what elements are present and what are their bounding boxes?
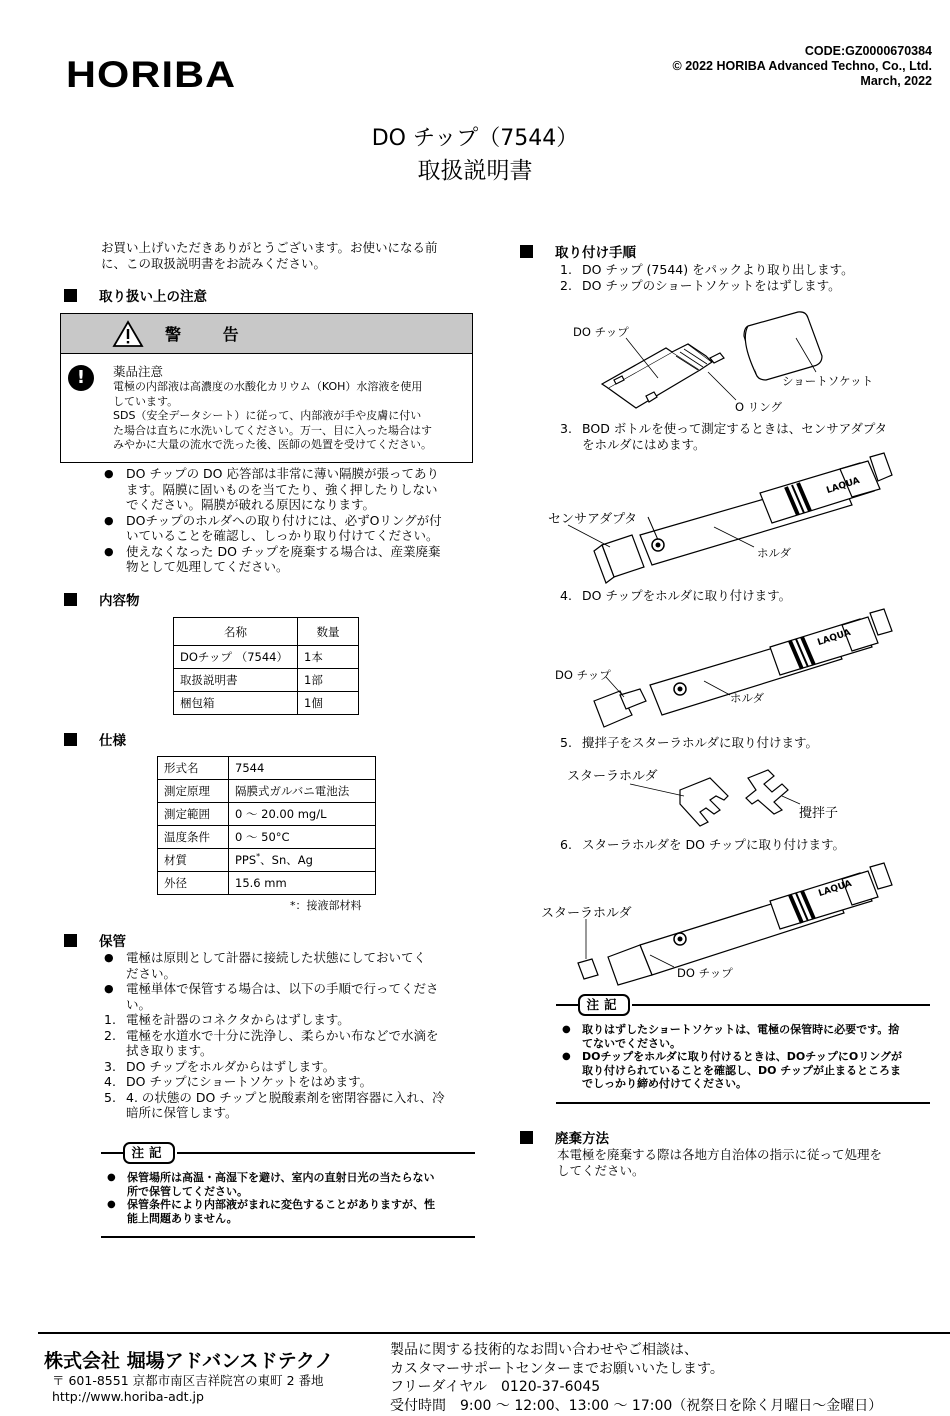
table-row — [174, 692, 359, 715]
storage-list — [104, 950, 476, 1121]
laqua-mark: LAQUA — [816, 627, 853, 649]
list-item — [104, 1012, 476, 1028]
install-step-3 — [560, 421, 940, 452]
warning-header — [61, 314, 472, 354]
material-text: 、Sn、Ag — [260, 853, 313, 867]
step-number: 6. — [560, 837, 572, 852]
line: 本電極を廃棄する際は各地方自治体の指示に従って処理を — [557, 1147, 883, 1162]
line: いていることを確認し、しっかり取り付けてください。 — [126, 528, 439, 543]
table-row — [158, 849, 376, 872]
line: ● 取りはずしたショートソケットは、電極の保管時に必要です。捨 — [582, 1023, 900, 1036]
step-number: 3. — [560, 421, 572, 436]
note-item — [560, 1023, 930, 1050]
line: 電極を水道水で十分に洗浄し、柔らかい布などで水滴を — [126, 1027, 439, 1043]
label-stirrer: 攪拌子 — [799, 806, 839, 821]
table-cell: 取扱説明書 — [174, 669, 298, 692]
table-cell: 隔膜式ガルバニ電池法 — [229, 780, 376, 803]
line: 能上問題ありません。 — [127, 1211, 238, 1225]
section-title: 仕様 — [99, 733, 126, 749]
section-title: 保管 — [99, 934, 126, 950]
table-cell: DOチップ （7544） — [174, 646, 298, 669]
list-item — [560, 735, 940, 751]
line: ● DOチップのホルダへの取り付けには、必ずOリングが付 — [126, 512, 442, 528]
list-item — [104, 1059, 476, 1075]
table-row — [174, 669, 359, 692]
list-item — [560, 262, 940, 278]
label-sensor-adapter: センサアダプタ — [548, 512, 638, 527]
list-item — [104, 981, 476, 1012]
section-title: 取り扱い上の注意 — [99, 289, 207, 305]
label-do-chip: DO チップ — [677, 966, 733, 980]
table-header: 数量 — [298, 618, 359, 646]
list-item — [104, 950, 476, 981]
support-phone: フリーダイヤル 0120-37-6045 — [390, 1379, 601, 1395]
company-name: 株式会社 堀場アドバンスドテクノ — [44, 1350, 334, 1372]
specs-footnote: *：接液部材料 — [290, 899, 362, 912]
line: 電極を計器のコネクタからはずします。 — [126, 1012, 350, 1027]
line: ● 電極は原則として計器に接続した状態にしておいてく — [126, 950, 427, 965]
section-storage-heading — [64, 930, 126, 950]
line: DO チップ (7544) をパックより取り出します。 — [582, 262, 854, 277]
line: 製品に関する技術的なお問い合わせやご相談は、 — [390, 1342, 698, 1358]
warning-body — [61, 354, 472, 453]
note-item — [105, 1171, 475, 1198]
page-title: DO チップ（7544） — [371, 126, 579, 151]
warning-box — [60, 313, 473, 463]
note-rule — [101, 1152, 123, 1154]
table-row — [158, 872, 376, 895]
footer-rule — [38, 1332, 950, 1334]
intro-line: お買い上げいただきありがとうございます。お使いになる前 — [101, 240, 438, 255]
chemical-caution-line: SDS（安全データシート）に従って、内部液が手や皮膚に付い — [113, 409, 422, 422]
section-marker-icon — [64, 733, 77, 746]
line: い。 — [126, 996, 152, 1012]
line: DO チップのショートソケットをはずします。 — [582, 277, 841, 293]
exclamation-icon: ! — [68, 365, 94, 391]
step-number: 3. — [104, 1058, 116, 1074]
document-meta — [673, 44, 932, 89]
section-handling-heading — [64, 285, 207, 305]
table-cell: 材質 — [158, 849, 229, 872]
line: 攪拌子をスターラホルダに取り付けます。 — [582, 735, 819, 750]
line: 拭き取ります。 — [126, 1043, 213, 1058]
section-marker-icon — [64, 934, 77, 947]
intro-text — [101, 240, 481, 271]
storage-note — [101, 1142, 475, 1238]
line: ● DO チップの DO 応答部は非常に薄い隔膜が張ってあり — [126, 466, 439, 481]
label-do-chip: DO チップ — [555, 668, 611, 682]
list-item — [104, 544, 476, 575]
chemical-caution-line: 電極の内部液は高濃度の水酸化カリウム（KOH）水溶液を使用 — [113, 380, 423, 393]
line: DO チップをホルダからはずします。 — [126, 1058, 336, 1074]
list-item — [560, 278, 940, 294]
line: ● 保管場所は高温・高湿下を避け、室内の直射日光の当たらない — [127, 1171, 435, 1184]
support-contact — [390, 1341, 950, 1415]
list-item — [560, 837, 940, 853]
horiba-logo: HORIBA — [66, 54, 237, 95]
footnote-marker: * — [256, 852, 261, 862]
install-steps-1-2 — [560, 262, 940, 293]
step-number: 1. — [104, 1012, 116, 1027]
table-cell: 形式名 — [158, 757, 229, 780]
note-label: 注記 — [123, 1142, 175, 1164]
label-do-chip: DO チップ — [573, 325, 629, 339]
list-item — [560, 588, 940, 604]
list-item — [104, 1090, 476, 1121]
table-cell: 15.6 mm — [229, 872, 376, 895]
table-row — [174, 646, 359, 669]
note-list — [105, 1171, 475, 1225]
label-holder: ホルダ — [730, 691, 765, 705]
label-stirrer-holder: スターラホルダ — [567, 769, 658, 784]
note-item — [105, 1198, 475, 1225]
note-rule — [101, 1236, 475, 1238]
list-item — [104, 1074, 476, 1090]
table-cell: 梱包箱 — [174, 692, 298, 715]
line: をホルダにはめます。 — [582, 436, 706, 452]
chemical-caution-line: しています。 — [113, 394, 179, 408]
note-rule — [632, 1004, 930, 1006]
table-cell: 1本 — [298, 646, 359, 669]
page-subtitle: 取扱説明書 — [417, 158, 533, 184]
material-text: PPS — [235, 853, 257, 867]
contents-table — [173, 617, 359, 715]
section-marker-icon — [64, 593, 77, 606]
table-cell — [229, 849, 376, 872]
step-number: 4. — [104, 1074, 116, 1089]
step-number: 5. — [104, 1089, 116, 1105]
line: ださい。 — [126, 965, 177, 981]
install-step-5 — [560, 735, 940, 751]
chemical-caution-line: た場合は直ちに水洗いしてください。万一、目に入った場合はす — [113, 423, 432, 437]
line: DO チップをホルダに取り付けます。 — [582, 588, 792, 603]
document-code: CODE:GZ0000670384 — [804, 44, 932, 58]
disposal-text — [557, 1147, 942, 1178]
section-install-heading — [520, 241, 636, 261]
list-item — [104, 513, 476, 544]
section-title: 内容物 — [99, 593, 140, 609]
list-item — [560, 421, 940, 452]
specs-table — [157, 756, 376, 895]
install-step-6 — [560, 837, 940, 853]
step-number: 2. — [104, 1027, 116, 1043]
line: 物として処理してください。 — [126, 559, 289, 574]
chemical-caution-line: みやかに大量の流水で洗った後、医師の処置を受けてください。 — [113, 438, 432, 451]
line: ● 保管条件により内部液がまれに変色することがありますが、性 — [127, 1198, 435, 1211]
warning-title: 警 告 — [165, 325, 257, 344]
section-contents-heading — [64, 589, 140, 609]
line: スターラホルダを DO チップに取り付けます。 — [582, 837, 846, 852]
table-header: 名称 — [174, 618, 298, 646]
line: ● 電極単体で保管する場合は、以下の手順で行ってくださ — [126, 981, 439, 996]
table-cell: 測定範囲 — [158, 803, 229, 826]
step-number: 4. — [560, 588, 572, 603]
note-rule — [556, 1004, 578, 1006]
line: 暗所に保管します。 — [126, 1105, 238, 1120]
line: DO チップにショートソケットをはめます。 — [126, 1074, 373, 1089]
support-hours: 受付時間 9:00 ～ 12:00、13:00 ～ 17:00（祝祭日を除く月曜日～金曜日） — [390, 1397, 883, 1414]
intro-line: に、この取扱説明書をお読みください。 — [101, 255, 327, 271]
table-cell: 1部 — [298, 669, 359, 692]
note-list — [560, 1023, 930, 1091]
note-rule — [177, 1152, 475, 1154]
line: でしっかり締め付けてください。 — [582, 1077, 747, 1090]
install-note — [556, 994, 930, 1104]
table-cell: 7544 — [229, 757, 376, 780]
section-marker-icon — [520, 245, 533, 258]
table-cell: 0 ～ 20.00 mg/L — [229, 803, 376, 826]
line: BOD ボトルを使って測定するときは、センサアダプタ — [582, 421, 888, 436]
step-number: 5. — [560, 735, 572, 750]
table-cell: 1個 — [298, 692, 359, 715]
label-holder: ホルダ — [757, 546, 792, 560]
handling-bullets — [104, 466, 476, 575]
line: してください。 — [557, 1162, 645, 1178]
table-row — [158, 757, 376, 780]
table-cell: 0 ～ 50°C — [229, 826, 376, 849]
warning-triangle-icon — [113, 321, 143, 347]
line: でください。隔膜が破れる原因になります。 — [126, 497, 376, 512]
chemical-caution-title: 薬品注意 — [113, 364, 164, 379]
note-rule — [556, 1102, 930, 1104]
table-row — [158, 826, 376, 849]
line: 取り付けられていることを確認し、DO チップが止まるところま — [582, 1063, 901, 1077]
line: 所で保管してください。 — [127, 1184, 248, 1198]
line: てないでください。 — [582, 1036, 681, 1050]
laqua-mark: LAQUA — [817, 878, 854, 900]
document-date: March, 2022 — [860, 74, 932, 88]
label-stirrer-holder: スターラホルダ — [541, 906, 632, 921]
step-number: 2. — [560, 277, 572, 293]
list-item — [104, 1028, 476, 1059]
line: ● 使えなくなった DO チップを廃棄する場合は、産業廃棄 — [126, 543, 441, 559]
company-address: 〒 601-8551 京都市南区吉祥院宮の東町 2 番地 — [52, 1373, 324, 1388]
label-o-ring: O リング — [735, 400, 782, 414]
table-cell: 外径 — [158, 872, 229, 895]
note-item — [560, 1050, 930, 1091]
step-number: 1. — [560, 262, 572, 277]
install-step-4 — [560, 588, 940, 604]
line: 4. の状態の DO チップと脱酸素剤を密閉容器に入れ、冷 — [126, 1089, 445, 1105]
line: ● DOチップをホルダに取り付けるときは、DOチップにOリングが — [582, 1050, 902, 1063]
section-marker-icon — [520, 1131, 533, 1144]
line: カスタマーサポートセンターまでお願いいたします。 — [390, 1360, 724, 1377]
figure-do-chip-holder — [580, 605, 940, 730]
section-marker-icon — [64, 289, 77, 302]
table-row — [158, 780, 376, 803]
laqua-mark: LAQUA — [825, 475, 862, 497]
copyright: © 2022 HORIBA Advanced Techno, Co., Ltd. — [672, 59, 932, 73]
label-short-socket: ショートソケット — [782, 374, 874, 388]
table-row — [158, 803, 376, 826]
note-label: 注記 — [578, 994, 630, 1016]
table-header-row — [174, 618, 359, 646]
section-title: 取り付け手順 — [555, 245, 636, 261]
section-disposal-heading — [520, 1127, 609, 1147]
company-url[interactable]: http://www.horiba-adt.jp — [52, 1389, 204, 1404]
table-cell: 測定原理 — [158, 780, 229, 803]
section-title: 廃棄方法 — [555, 1131, 609, 1147]
company-address-block — [52, 1373, 324, 1405]
table-cell: 温度条件 — [158, 826, 229, 849]
line: ます。隔膜に固いものを当てたり、強く押したりしない — [126, 481, 438, 497]
list-item — [104, 466, 476, 513]
section-specs-heading — [64, 729, 126, 749]
